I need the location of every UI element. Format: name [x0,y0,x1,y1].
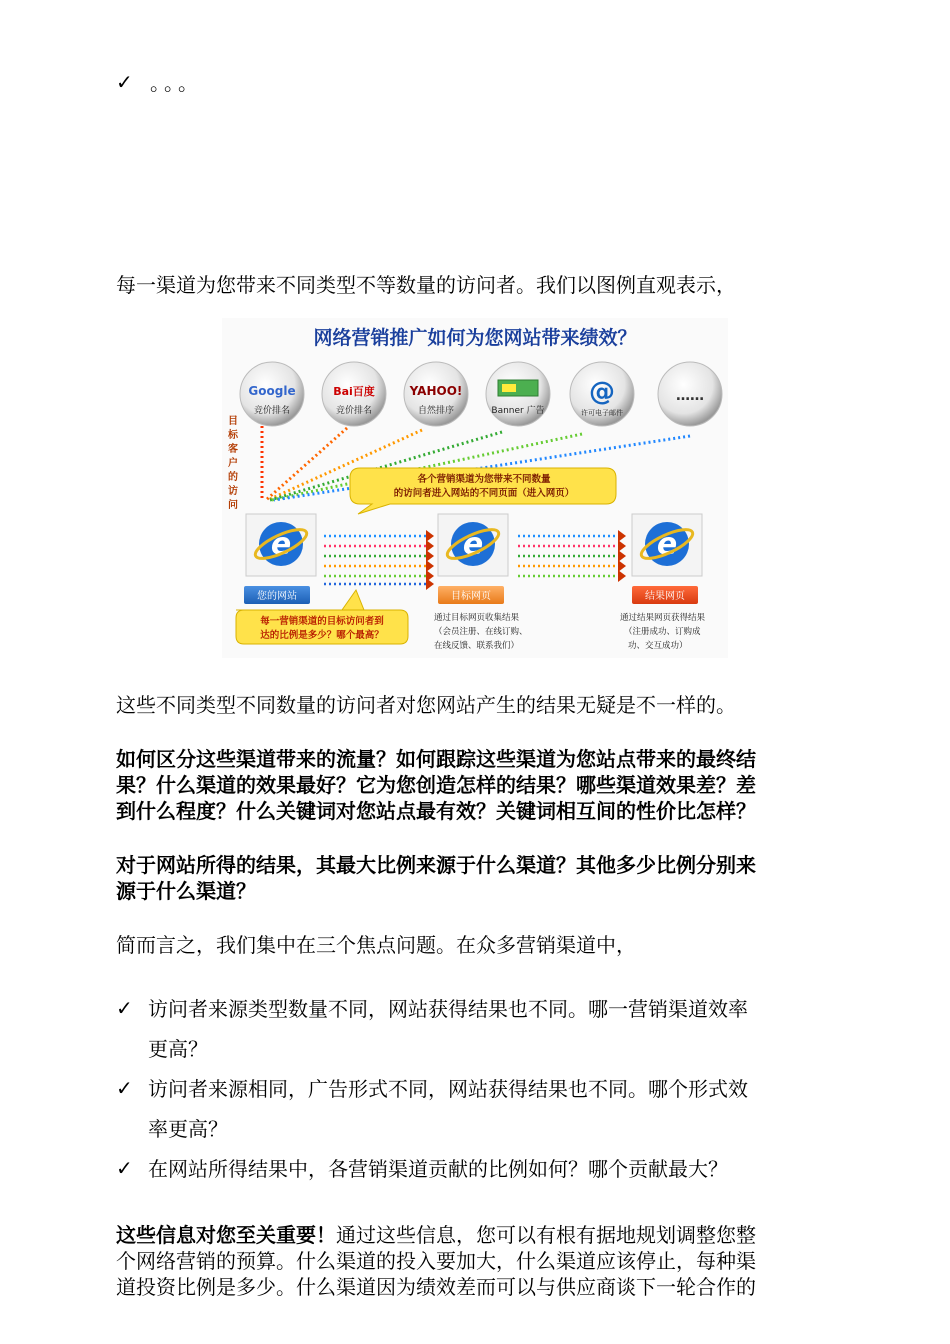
yahoo-logo: YAHOO! [409,384,463,398]
channel-ball-google [240,362,304,426]
baidu-logo: Bai百度 [333,385,375,398]
target-page-icon [438,514,508,576]
checkmark-icon: ✓ [116,70,133,94]
svg-text:e: e [656,527,678,562]
ellipsis-icon: …… [676,388,704,404]
svg-text:目标网页: 目标网页 [451,591,491,602]
bullet-item: 访问者来源相同，广告形式不同，网站获得结果也不同。哪个形式效 率更高？ [148,1077,748,1141]
top-bullet-text: 。。。 [150,71,202,95]
channel-ball-email [570,362,634,426]
closing-paragraph: 这些信息对您至关重要！通过这些信息，您可以有根有据地规划调整您整 个网络营销的预算。什么渠道的投入要加大，什么渠道应该停止，每种渠 道投资比例是多少。什么渠道因为绩效差而可以与供应商谈下一轮合作的 [116,1223,756,1299]
marketing-diagram [222,318,728,658]
channel-ball-yahoo [404,362,468,426]
svg-text:的: 的 [228,472,238,483]
svg-text:通过结果网页获得结果: 通过结果网页获得结果 [620,613,706,623]
result-label-badge [632,586,698,604]
questions-block-1: 如何区分这些渠道带来的流量？如何跟踪这些渠道为您站点带来的最终结 果？什么渠道的效果最好？它为您创造怎样的结果？哪些渠道效果差？差 到什么程度？什么关键词对您站点最有效？关键词相互间的性价比怎样？ [116,747,756,823]
svg-text:功、交互成功）: 功、交互成功） [628,641,688,651]
svg-text:（注册成功、订购成: （注册成功、订购成 [624,627,701,637]
svg-text:您的网站: 您的网站 [257,591,297,602]
svg-text:标: 标 [228,430,238,441]
channel-ball-banner [486,362,550,426]
svg-text:访: 访 [228,486,238,497]
channel-ball-baidu [322,362,386,426]
diagram-title: 网络营销推广如何为您网站带来绩效？ [313,327,637,349]
svg-text:结果网页: 结果网页 [645,591,685,602]
channel-label: 竞价排名 [253,406,291,416]
svg-text:在线反馈、联系我们）: 在线反馈、联系我们） [434,641,520,651]
channel-ball-more [658,362,722,426]
result-page-icon [632,514,702,576]
svg-text:e: e [462,527,484,562]
svg-text:户: 户 [228,458,238,469]
svg-text:通过目标网页收集结果: 通过目标网页收集结果 [434,613,520,623]
channel-label: 许可电子邮件 [581,409,623,417]
result-paragraph: 这些不同类型不同数量的访问者对您网站产生的结果无疑是不一样的。 [116,693,736,717]
svg-text:e: e [270,527,292,562]
google-logo: Google [248,384,296,398]
svg-text:达的比例是多少？哪个最高？: 达的比例是多少？哪个最高？ [260,630,384,641]
checkmark-icon: ✓ [116,996,133,1020]
svg-text:问: 问 [228,500,238,511]
svg-text:客: 客 [228,444,238,455]
bullet-item: 在网站所得结果中，各营销渠道贡献的比例如何？哪个贡献最大？ [148,1157,728,1181]
checkmark-icon: ✓ [116,1076,133,1100]
svg-text:每一营销渠道的目标访问者到: 每一营销渠道的目标访问者到 [260,616,384,627]
channel-label: Banner 广告 [491,406,545,416]
svg-text:目: 目 [228,416,238,427]
closing-lead: 这些信息对您至关重要！ [116,1223,336,1247]
target-label-badge [438,586,504,604]
svg-text:的访问者进入网站的不同页面（进入网页）: 的访问者进入网站的不同页面（进入网页） [393,488,575,499]
channel-label: 竞价排名 [335,406,373,416]
site-label-badge [244,586,310,604]
at-sign-icon: @ [589,377,615,407]
checkmark-icon: ✓ [116,1156,133,1180]
svg-text:各个营销渠道为您带来不同数量: 各个营销渠道为您带来不同数量 [417,474,551,485]
intro-paragraph: 每一渠道为您带来不同类型不等数量的访问者。我们以图例直观表示， [116,273,736,297]
svg-text:（会员注册、在线订购、: （会员注册、在线订购、 [434,627,528,637]
channel-label: 自然排序 [417,406,455,416]
target-description [434,612,528,651]
summary-paragraph: 简而言之，我们集中在三个焦点问题。在众多营销渠道中， [116,933,636,957]
site-page-icon [246,514,316,576]
questions-block-2: 对于网站所得的结果，其最大比例来源于什么渠道？其他多少比例分别来 源于什么渠道？ [116,853,756,903]
bullet-item: 访问者来源类型数量不同，网站获得结果也不同。哪一营销渠道效率 更高？ [148,997,748,1061]
